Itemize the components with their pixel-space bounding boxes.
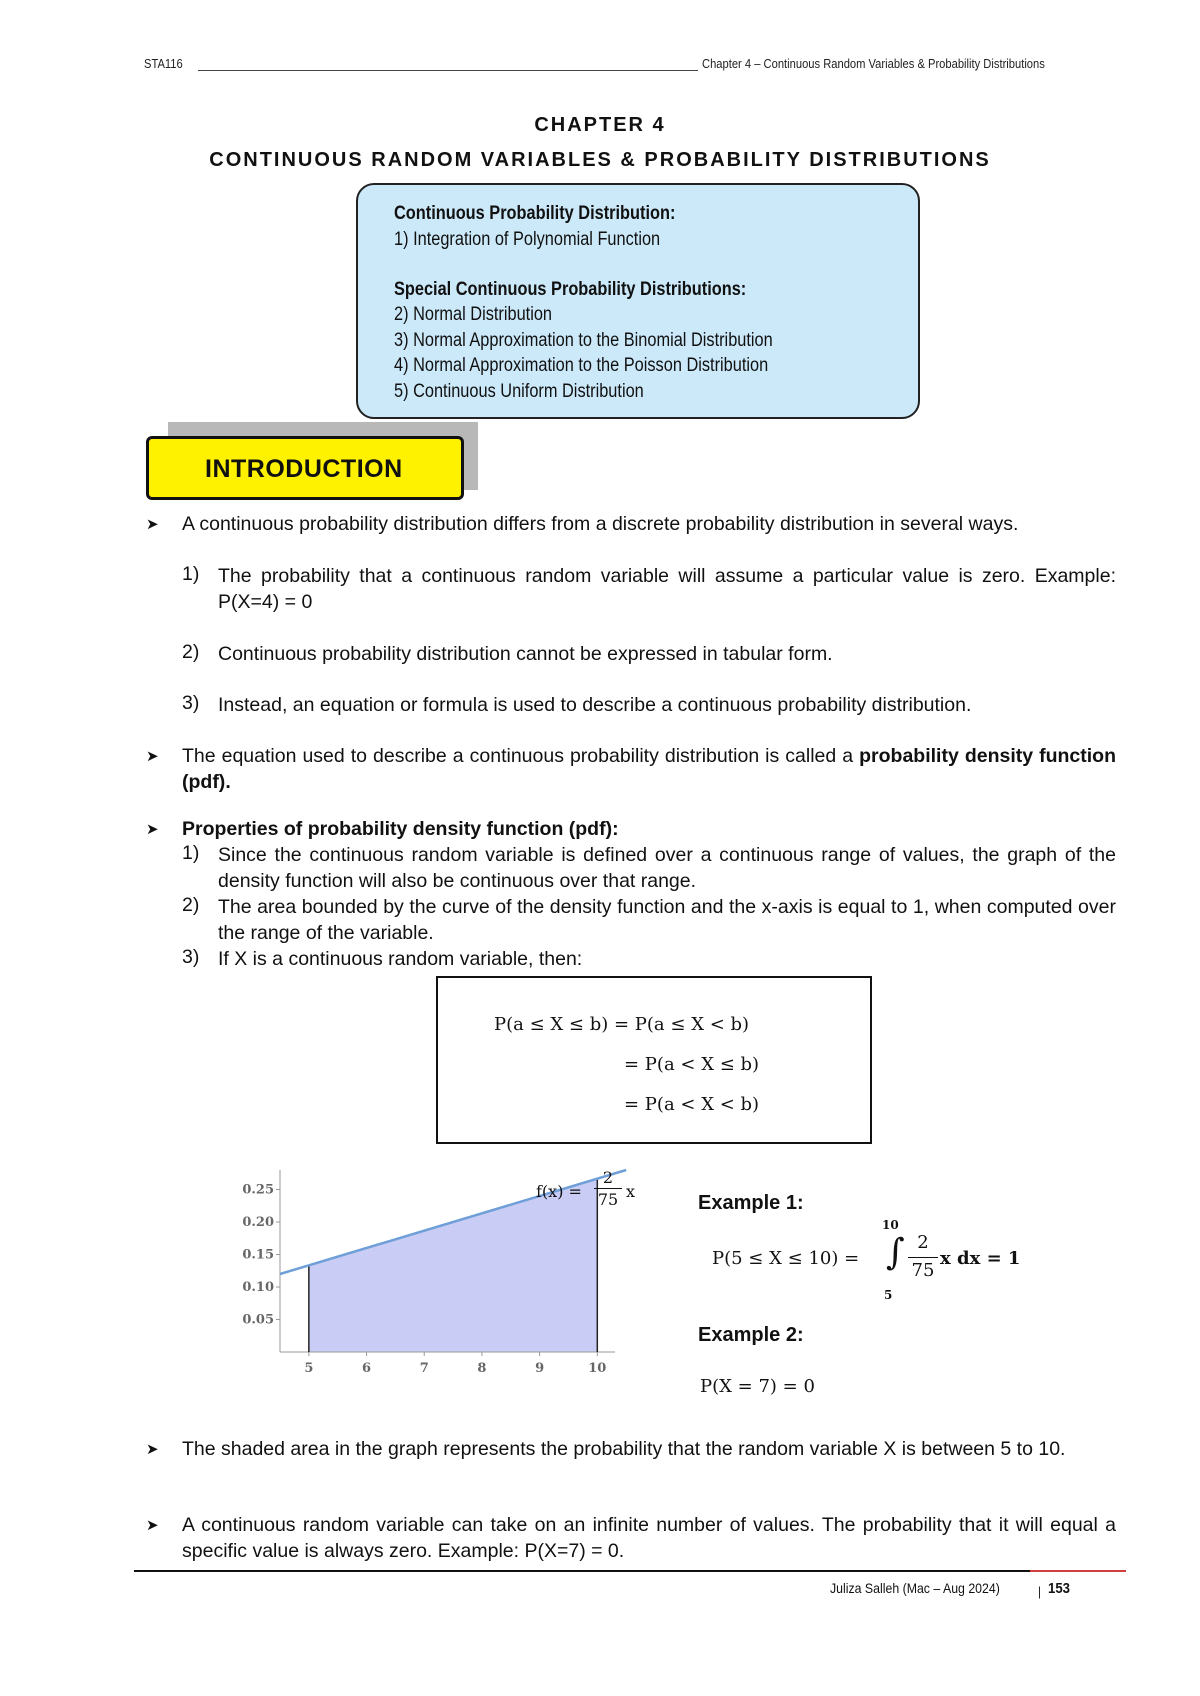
list-number: 3): [182, 692, 200, 714]
function-label-denominator: 75: [597, 1190, 619, 1209]
x-tick-label: 9: [535, 1361, 545, 1376]
infinite-values-paragraph: A continuous random variable can take on an infinite number of values. The probability that it will equal a specific value is always zero. Example: P(X=7) = 0.: [182, 1514, 1116, 1562]
formula-box: [436, 976, 872, 1144]
topics-box: [356, 183, 920, 419]
x-tick-label: 10: [588, 1361, 607, 1376]
pdf-properties-heading: Properties of probability density function (pdf):: [182, 818, 619, 840]
function-label-numerator: 2: [602, 1168, 614, 1187]
example-2-math: P(X = 7) = 0: [700, 1376, 815, 1397]
footer-author: Juliza Salleh (Mac – Aug 2024): [830, 1580, 1000, 1596]
formula-line-2: = P(a < X ≤ b): [624, 1054, 760, 1075]
x-tick-label: 5: [304, 1361, 314, 1376]
list-item: Instead, an equation or formula is used to describe a continuous probability distribution.: [218, 694, 972, 716]
intro-badge: [146, 436, 464, 500]
intro-badge-label: INTRODUCTION: [205, 455, 403, 483]
header-course-code: STA116: [144, 56, 183, 71]
chapter-number: CHAPTER 4: [534, 114, 666, 136]
list-number: 2): [182, 894, 200, 916]
formula-line-1: P(a ≤ X ≤ b) = P(a ≤ X < b): [494, 1014, 750, 1035]
topics-heading-continuous: Continuous Probability Distribution:: [394, 203, 676, 224]
bullet-arrow-icon: ➤: [146, 1517, 159, 1534]
footer-rule: [134, 1570, 1126, 1572]
list-number: 1): [182, 563, 200, 585]
header-rule: [198, 70, 698, 71]
topics-item-2: 2) Normal Distribution: [394, 304, 553, 325]
x-tick-label: 8: [477, 1361, 487, 1376]
formula-line-3: = P(a < X < b): [624, 1094, 760, 1115]
list-item: The area bounded by the curve of the density function and the x-axis is equal to 1, when computed over the range of the variable.: [218, 896, 1116, 944]
fraction-bar: [908, 1257, 938, 1258]
bullet-arrow-icon: ➤: [146, 821, 159, 838]
example-1-upper-limit: 10: [882, 1218, 899, 1232]
topics-heading-special: Special Continuous Probability Distributions:: [394, 279, 747, 300]
x-tick-label: 7: [419, 1361, 429, 1376]
pdf-definition-paragraph: The equation used to describe a continuous probability distribution is called a probability density function (pdf).: [182, 745, 1116, 793]
example-2-label: Example 2:: [698, 1324, 804, 1346]
bullet-arrow-icon: ➤: [146, 1441, 159, 1458]
list-item: The probability that a continuous random variable will assume a particular value is zero. Example: P(X=4) = 0: [218, 565, 1116, 613]
y-tick-label: 0.10: [242, 1280, 274, 1295]
example-1-denominator: 75: [911, 1260, 935, 1281]
list-number: 3): [182, 946, 200, 968]
intro-paragraph: A continuous probability distribution differs from a discrete probability distribution in several ways.: [182, 513, 1019, 535]
list-item: Since the continuous random variable is defined over a continuous range of values, the graph of the density function will also be continuous over that range.: [218, 844, 1116, 892]
y-tick-label: 0.05: [242, 1312, 274, 1328]
list-item: Continuous probability distribution cannot be expressed in tabular form.: [218, 643, 833, 665]
footer-separator: |: [1038, 1584, 1041, 1599]
integral-sign-icon: ∫: [886, 1232, 905, 1273]
function-label-lhs: f(x) =: [536, 1182, 582, 1201]
footer-rule-accent: [1030, 1570, 1126, 1572]
example-1-lhs: P(5 ≤ X ≤ 10) =: [712, 1248, 860, 1269]
header-chapter-title: Chapter 4 – Continuous Random Variables & Probability Distributions: [702, 56, 1045, 71]
page-number: 153: [1048, 1580, 1071, 1597]
y-tick-label: 0.25: [242, 1182, 274, 1198]
function-label-variable: x: [626, 1182, 636, 1201]
list-item: If X is a continuous random variable, then:: [218, 948, 583, 970]
bullet-arrow-icon: ➤: [146, 748, 159, 765]
example-1-numerator: 2: [917, 1232, 929, 1253]
bullet-arrow-icon: ➤: [146, 516, 159, 533]
topics-item-5: 5) Continuous Uniform Distribution: [394, 381, 644, 402]
topics-item-1: 1) Integration of Polynomial Function: [394, 229, 661, 250]
chapter-title: CONTINUOUS RANDOM VARIABLES & PROBABILITY DISTRIBUTIONS: [209, 149, 991, 171]
example-1-rhs: x dx = 1: [940, 1248, 1021, 1269]
example-1-label: Example 1:: [698, 1192, 804, 1214]
list-number: 1): [182, 842, 200, 864]
example-1-lower-limit: 5: [884, 1288, 893, 1302]
y-tick-label: 0.15: [242, 1247, 274, 1263]
shaded-area: [309, 1179, 597, 1352]
topics-item-3: 3) Normal Approximation to the Binomial Distribution: [394, 330, 773, 351]
shaded-area-paragraph: The shaded area in the graph represents the probability that the random variable X is between 5 to 10.: [182, 1438, 1066, 1460]
x-tick-label: 6: [362, 1361, 372, 1376]
y-tick-label: 0.20: [242, 1215, 274, 1230]
topics-item-4: 4) Normal Approximation to the Poisson Distribution: [394, 355, 769, 376]
list-number: 2): [182, 641, 200, 663]
